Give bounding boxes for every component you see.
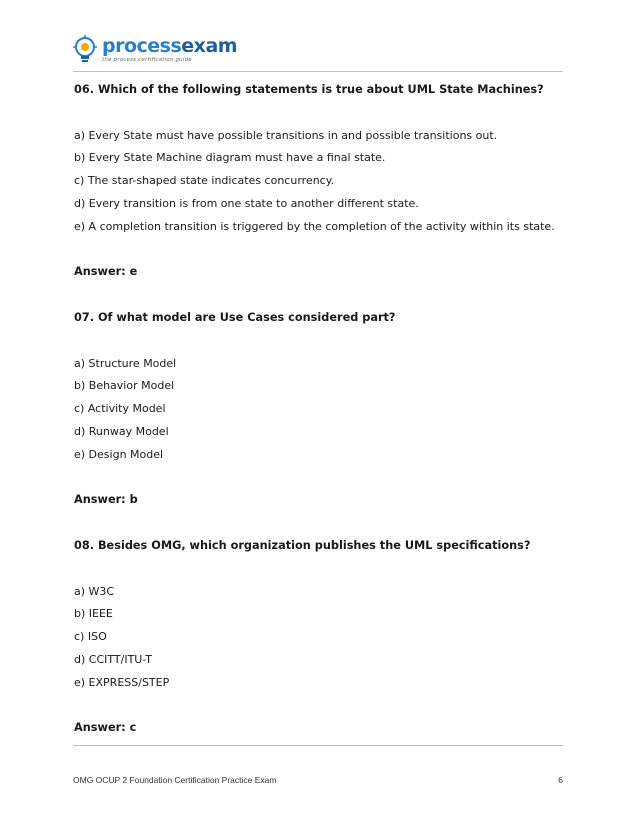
question-text: 07. Of what model are Use Cases considered part?	[74, 310, 396, 324]
question-block	[74, 307, 564, 535]
logo-tagline: the process certification guide	[102, 56, 192, 63]
option-d: d) Every transition is from one state to another different state.	[74, 196, 419, 210]
option-c: c) Activity Model	[74, 402, 166, 416]
option-e: e) A completion transition is triggered by the completion of the activity within its state.	[74, 219, 555, 233]
option-d: d) CCITT/ITU-T	[74, 652, 153, 666]
question-text: 06. Which of the following statements is true about UML State Machines?	[74, 83, 544, 96]
answer-text: Answer: e	[74, 265, 138, 279]
option-e: e) Design Model	[74, 447, 164, 461]
question-block	[74, 535, 564, 740]
exam-content	[74, 79, 564, 740]
header-divider	[73, 71, 563, 72]
lightbulb-icon	[72, 35, 98, 65]
question-text: 08. Besides OMG, which organization publishes the UML specifications?	[74, 538, 531, 552]
option-d: d) Runway Model	[74, 424, 169, 438]
logo-word-exam: exam	[181, 34, 238, 57]
question-block	[74, 79, 564, 307]
page-number: 6	[558, 775, 563, 785]
option-a: a) Every State must have possible transitions in and possible transitions out.	[74, 128, 498, 142]
footer-divider	[73, 745, 563, 746]
option-b: b) Every State Machine diagram must have a final state.	[74, 151, 386, 165]
option-c: c) The star-shaped state indicates concurrency.	[74, 174, 335, 188]
answer-text: Answer: b	[74, 493, 138, 507]
option-b: b) IEEE	[74, 607, 113, 621]
logo-word-process: process	[102, 34, 182, 57]
option-b: b) Behavior Model	[74, 379, 175, 393]
footer-title: OMG OCUP 2 Foundation Certification Practice Exam	[73, 775, 277, 785]
option-c: c) ISO	[74, 630, 107, 644]
option-e: e) EXPRESS/STEP	[74, 675, 170, 689]
answer-text: Answer: c	[74, 721, 137, 735]
option-a: a) W3C	[74, 584, 115, 598]
page-footer	[73, 775, 563, 785]
option-a: a) Structure Model	[74, 356, 177, 370]
processexam-logo	[72, 34, 237, 66]
